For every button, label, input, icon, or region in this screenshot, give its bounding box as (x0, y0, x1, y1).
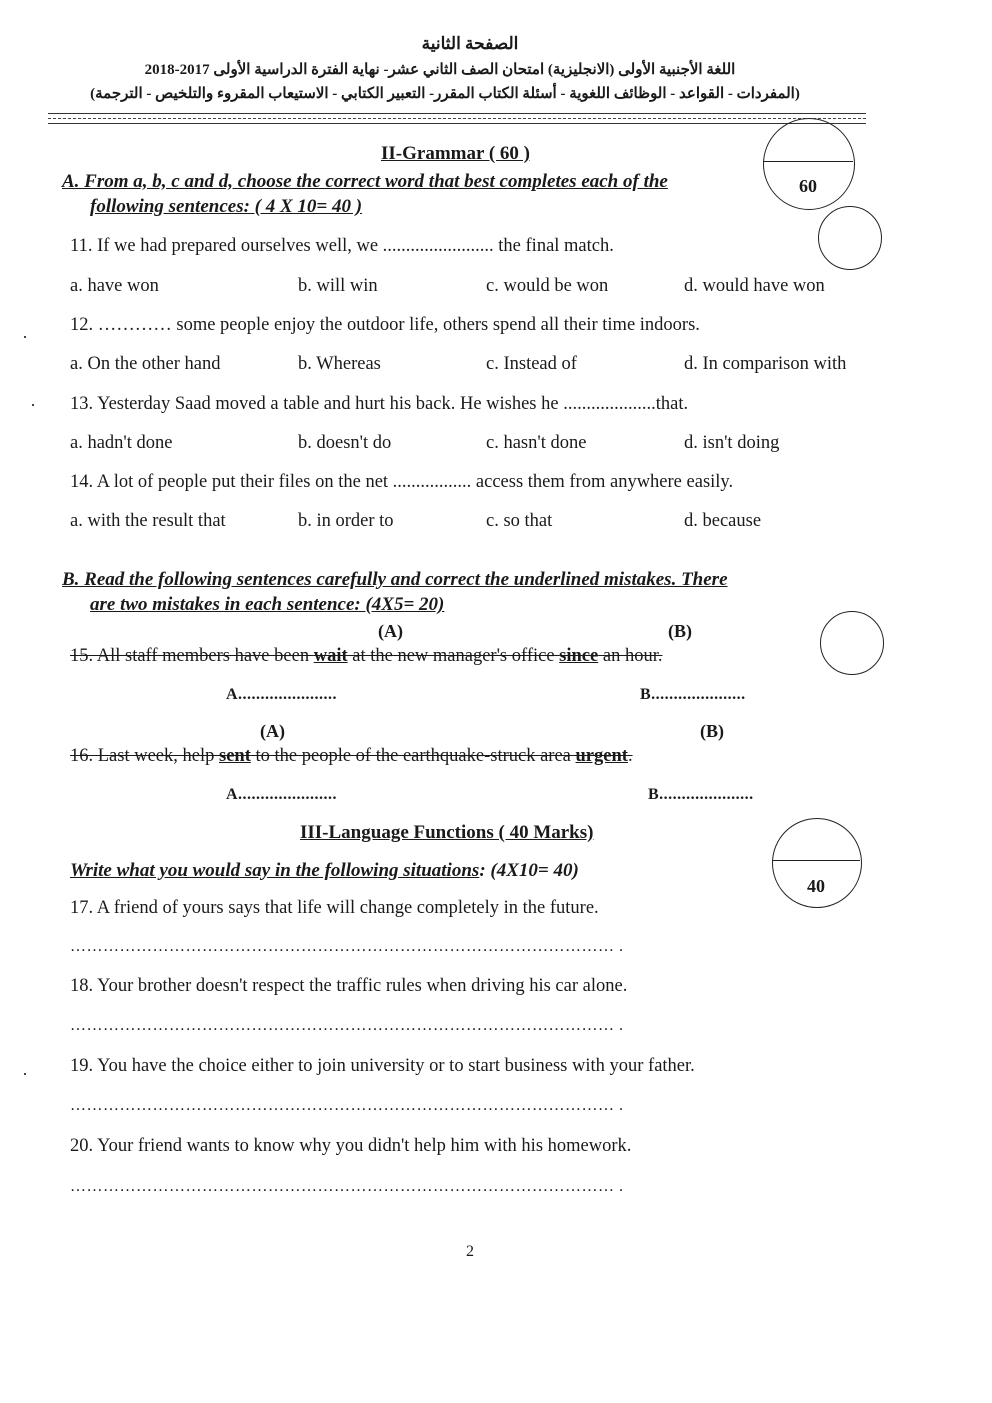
q13-option-b: b. doesn't do (298, 433, 392, 453)
q11-option-a: a. have won (70, 276, 159, 296)
q13-option-d: d. isn't doing (684, 433, 780, 453)
q15-label-a: (A) (378, 621, 403, 641)
q16-text-pre: 16. Last week, help (70, 746, 219, 766)
q15-text-post: an hour. (598, 646, 663, 666)
margin-speck (32, 404, 34, 406)
page-number: 2 (466, 1243, 474, 1260)
q13-option-c: c. hasn't done (486, 433, 587, 453)
q12-option-a: a. On the other hand (70, 354, 221, 374)
question-19: 19. You have the choice either to join university or to start business with your father. (70, 1056, 695, 1076)
question-12: 12. ………… some people enjoy the outdoor life, others spend all their time indoors. (70, 315, 700, 335)
grammar-mark-divider (763, 161, 853, 162)
q12-option-c: c. Instead of (486, 354, 577, 374)
q20-answer-line[interactable]: ……………………………………………………………………………………… . (70, 1178, 624, 1195)
lf-instruction-main: Write what you would say in the following situations (70, 860, 480, 881)
q14-option-a: a. with the result that (70, 511, 226, 531)
partA-instruction: A. From a, b, c and d, choose the correct word that best completes each of the (62, 171, 668, 192)
q15-text-pre: 15. All staff members have been (70, 646, 314, 666)
question-14: 14. A lot of people put their files on the net ................. access them from anywhere easily. (70, 472, 734, 492)
question-18: 18. Your brother doesn't respect the traffic rules when driving his car alone. (70, 976, 628, 996)
q16-mistake-a: sent (219, 746, 251, 766)
grammar-mark-total: 60 (799, 176, 817, 196)
lf-instruction-marks: : (4X10= 40) (479, 860, 579, 881)
q16-label-a: (A) (260, 721, 285, 741)
q11-option-d: d. would have won (684, 276, 825, 296)
q16-text-post: . (627, 746, 633, 766)
partB-mark-circle (820, 611, 884, 675)
question-13: 13. Yesterday Saad moved a table and hurt his back. He wishes he ....................that. (70, 394, 689, 414)
q16-text-mid: to the people of the earthquake-struck area (250, 746, 576, 766)
q18-answer-line[interactable]: ……………………………………………………………………………………… . (70, 1017, 624, 1034)
partA-instruction-cont: following sentences: ( 4 X 10= 40 ) (90, 196, 363, 217)
margin-speck (24, 336, 26, 338)
lf-instruction (70, 860, 579, 882)
page-title-arabic: الصفحة الثانية (421, 34, 519, 53)
partA-mark-circle (818, 206, 882, 270)
margin-speck (24, 1073, 26, 1075)
q16-mistake-b: urgent (575, 746, 628, 766)
q15-mistake-a: wait (313, 646, 348, 666)
q14-option-b: b. in order to (298, 511, 394, 531)
question-11: 11. If we had prepared ourselves well, we ........................ the final match. (70, 236, 614, 256)
partB-instruction-cont: are two mistakes in each sentence: (4X5= 20) (90, 594, 445, 615)
q16-label-b: (B) (700, 721, 724, 741)
q14-option-c: c. so that (486, 511, 553, 531)
header-separator-bottom (48, 123, 866, 124)
q12-option-b: b. Whereas (298, 354, 381, 374)
header-separator (48, 113, 866, 114)
grammar-section-title: II-Grammar ( 60 ) (381, 143, 530, 164)
language-functions-title: III-Language Functions ( 40 Marks) (300, 822, 594, 843)
lf-mark-total: 40 (807, 876, 825, 896)
q16-answer-a[interactable]: A...................... (226, 786, 338, 803)
exam-sections-arabic: (المفردات - القواعد - الوظائف اللغوية - أسئلة الكتاب المقرر- التعبير الكتابي - الاستيعاب المقروء والتلخيص - الترجمة) (90, 86, 800, 102)
q15-answer-a[interactable]: A...................... (226, 686, 338, 703)
q19-answer-line[interactable]: ……………………………………………………………………………………… . (70, 1097, 624, 1114)
question-16 (70, 746, 633, 767)
lf-mark-divider (772, 860, 860, 861)
q11-option-c: c. would be won (486, 276, 609, 296)
q16-answer-b[interactable]: B..................... (648, 786, 754, 803)
q14-option-d: d. because (684, 511, 762, 531)
q11-option-b: b. will win (298, 276, 378, 296)
exam-title-arabic: اللغة الأجنبية الأولى (الانجليزية) امتحان الصف الثاني عشر- نهاية الفترة الدراسية الأولى 2017-2018 (144, 62, 736, 78)
question-15 (70, 646, 662, 667)
q15-label-b: (B) (668, 621, 692, 641)
question-17: 17. A friend of yours says that life will change completely in the future. (70, 898, 599, 918)
partB-instruction: B. Read the following sentences carefully and correct the underlined mistakes. There (62, 569, 728, 590)
q12-option-d: d. In comparison with (684, 354, 847, 374)
header-separator-dashed (48, 118, 866, 119)
q15-answer-b[interactable]: B..................... (640, 686, 746, 703)
q15-mistake-b: since (559, 646, 599, 666)
question-20: 20. Your friend wants to know why you didn't help him with his homework. (70, 1136, 632, 1156)
q17-answer-line[interactable]: ……………………………………………………………………………………… . (70, 938, 624, 955)
q13-option-a: a. hadn't done (70, 433, 173, 453)
q15-text-mid: at the new manager's office (347, 646, 560, 666)
